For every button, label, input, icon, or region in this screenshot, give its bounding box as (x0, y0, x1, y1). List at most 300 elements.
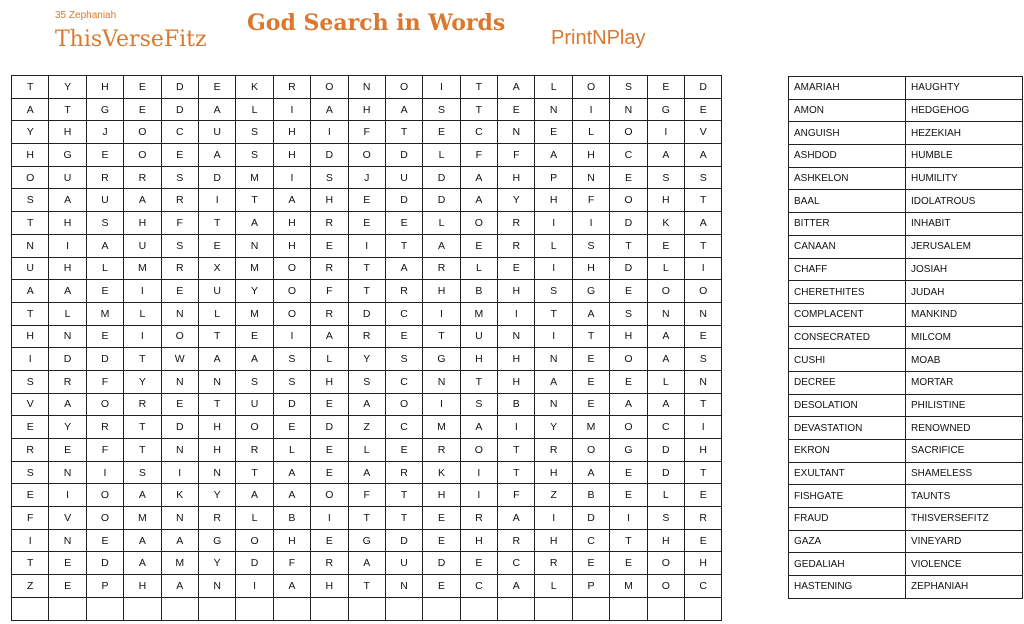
grid-cell[interactable]: E (572, 370, 609, 393)
grid-cell[interactable]: F (572, 189, 609, 212)
grid-cell[interactable]: M (124, 257, 161, 280)
grid-cell[interactable]: A (535, 144, 572, 167)
grid-cell[interactable]: D (685, 76, 722, 99)
grid-cell[interactable]: A (535, 370, 572, 393)
grid-cell[interactable] (460, 597, 497, 620)
grid-cell[interactable]: I (423, 393, 460, 416)
grid-cell[interactable]: D (161, 76, 198, 99)
grid-cell[interactable]: I (273, 98, 310, 121)
grid-cell[interactable]: E (535, 121, 572, 144)
grid-cell[interactable]: A (572, 302, 609, 325)
grid-cell[interactable]: F (161, 212, 198, 235)
grid-cell[interactable]: O (460, 439, 497, 462)
grid-cell[interactable]: E (86, 325, 123, 348)
grid-cell[interactable]: S (647, 166, 684, 189)
grid-cell[interactable]: L (124, 302, 161, 325)
grid-cell[interactable]: T (198, 212, 235, 235)
grid-cell[interactable]: L (572, 121, 609, 144)
grid-cell[interactable]: A (236, 348, 273, 371)
grid-cell[interactable]: L (535, 76, 572, 99)
grid-cell[interactable]: T (460, 98, 497, 121)
grid-cell[interactable]: F (86, 439, 123, 462)
grid-cell[interactable]: T (12, 212, 49, 235)
grid-cell[interactable]: A (498, 575, 535, 598)
grid-cell[interactable]: Y (12, 121, 49, 144)
grid-cell[interactable]: T (685, 189, 722, 212)
grid-cell[interactable]: U (124, 234, 161, 257)
grid-cell[interactable] (385, 597, 422, 620)
grid-cell[interactable]: E (610, 461, 647, 484)
grid-cell[interactable]: H (498, 166, 535, 189)
grid-cell[interactable]: T (198, 325, 235, 348)
grid-cell[interactable]: T (498, 439, 535, 462)
grid-cell[interactable]: D (610, 212, 647, 235)
grid-cell[interactable]: E (348, 189, 385, 212)
grid-cell[interactable]: T (385, 484, 422, 507)
grid-cell[interactable]: S (12, 461, 49, 484)
grid-cell[interactable]: B (572, 484, 609, 507)
grid-cell[interactable]: U (86, 189, 123, 212)
grid-cell[interactable]: C (161, 121, 198, 144)
grid-cell[interactable]: E (161, 280, 198, 303)
grid-cell[interactable]: R (273, 76, 310, 99)
grid-cell[interactable]: D (385, 144, 422, 167)
grid-cell[interactable]: I (423, 76, 460, 99)
grid-cell[interactable]: O (236, 529, 273, 552)
grid-cell[interactable]: T (236, 461, 273, 484)
grid-cell[interactable]: R (311, 257, 348, 280)
grid-cell[interactable]: M (86, 302, 123, 325)
grid-cell[interactable]: F (311, 280, 348, 303)
grid-cell[interactable]: N (685, 302, 722, 325)
grid-cell[interactable]: A (124, 189, 161, 212)
grid-cell[interactable]: T (423, 325, 460, 348)
grid-cell[interactable]: T (348, 507, 385, 530)
grid-cell[interactable]: L (86, 257, 123, 280)
grid-cell[interactable]: H (49, 121, 86, 144)
grid-cell[interactable]: R (161, 257, 198, 280)
grid-cell[interactable]: E (423, 121, 460, 144)
grid-cell[interactable]: S (647, 507, 684, 530)
grid-cell[interactable]: N (535, 98, 572, 121)
grid-cell[interactable]: E (610, 484, 647, 507)
grid-cell[interactable] (647, 597, 684, 620)
grid-cell[interactable]: A (161, 575, 198, 598)
grid-cell[interactable]: S (236, 121, 273, 144)
grid-cell[interactable]: D (572, 507, 609, 530)
grid-cell[interactable]: G (86, 98, 123, 121)
grid-cell[interactable]: D (86, 348, 123, 371)
grid-cell[interactable]: T (685, 234, 722, 257)
grid-cell[interactable]: H (685, 552, 722, 575)
grid-cell[interactable]: T (610, 529, 647, 552)
grid-cell[interactable]: E (124, 98, 161, 121)
grid-cell[interactable]: I (498, 416, 535, 439)
grid-cell[interactable]: T (460, 370, 497, 393)
grid-cell[interactable]: D (311, 416, 348, 439)
grid-cell[interactable]: E (86, 529, 123, 552)
grid-cell[interactable]: A (273, 484, 310, 507)
grid-cell[interactable]: L (647, 484, 684, 507)
grid-cell[interactable]: I (86, 461, 123, 484)
grid-cell[interactable]: L (49, 302, 86, 325)
grid-cell[interactable]: E (423, 507, 460, 530)
grid-cell[interactable]: I (423, 302, 460, 325)
grid-cell[interactable]: O (647, 552, 684, 575)
grid-cell[interactable]: I (460, 461, 497, 484)
grid-cell[interactable]: L (460, 257, 497, 280)
grid-cell[interactable]: O (12, 166, 49, 189)
grid-cell[interactable]: T (12, 302, 49, 325)
grid-cell[interactable]: B (273, 507, 310, 530)
grid-cell[interactable]: L (348, 439, 385, 462)
grid-cell[interactable] (572, 597, 609, 620)
grid-cell[interactable]: T (385, 121, 422, 144)
grid-cell[interactable]: D (348, 302, 385, 325)
grid-cell[interactable]: U (49, 166, 86, 189)
grid-cell[interactable]: E (610, 552, 647, 575)
grid-cell[interactable]: T (385, 234, 422, 257)
grid-cell[interactable]: I (12, 348, 49, 371)
grid-cell[interactable]: O (572, 439, 609, 462)
grid-cell[interactable]: U (198, 121, 235, 144)
grid-cell[interactable]: E (498, 98, 535, 121)
grid-cell[interactable]: A (348, 461, 385, 484)
grid-cell[interactable]: A (460, 416, 497, 439)
grid-cell[interactable]: L (647, 257, 684, 280)
grid-cell[interactable]: R (161, 189, 198, 212)
grid-cell[interactable]: T (685, 461, 722, 484)
grid-cell[interactable]: T (348, 575, 385, 598)
grid-cell[interactable]: R (685, 507, 722, 530)
grid-cell[interactable]: C (385, 302, 422, 325)
grid-cell[interactable]: S (12, 189, 49, 212)
grid-cell[interactable]: H (460, 348, 497, 371)
grid-cell[interactable]: E (385, 212, 422, 235)
grid-cell[interactable]: Z (535, 484, 572, 507)
grid-cell[interactable]: N (198, 370, 235, 393)
grid-cell[interactable]: H (273, 529, 310, 552)
grid-cell[interactable]: O (647, 280, 684, 303)
grid-cell[interactable]: E (498, 257, 535, 280)
grid-cell[interactable]: A (498, 76, 535, 99)
grid-cell[interactable]: E (161, 144, 198, 167)
grid-cell[interactable]: D (311, 144, 348, 167)
grid-cell[interactable]: N (535, 348, 572, 371)
grid-cell[interactable]: E (12, 484, 49, 507)
grid-cell[interactable]: Y (535, 416, 572, 439)
grid-cell[interactable]: V (12, 393, 49, 416)
grid-cell[interactable]: D (49, 348, 86, 371)
grid-cell[interactable]: A (124, 484, 161, 507)
grid-cell[interactable]: Y (49, 416, 86, 439)
grid-cell[interactable]: H (535, 189, 572, 212)
grid-cell[interactable]: E (572, 393, 609, 416)
grid-cell[interactable]: N (348, 76, 385, 99)
grid-cell[interactable]: H (572, 257, 609, 280)
grid-cell[interactable]: V (685, 121, 722, 144)
grid-cell[interactable]: S (348, 370, 385, 393)
grid-cell[interactable]: T (198, 393, 235, 416)
grid-cell[interactable]: Y (348, 348, 385, 371)
grid-cell[interactable]: E (460, 552, 497, 575)
grid-cell[interactable]: R (86, 166, 123, 189)
grid-cell[interactable]: S (685, 166, 722, 189)
grid-cell[interactable]: O (385, 393, 422, 416)
grid-cell[interactable]: G (647, 98, 684, 121)
grid-cell[interactable]: U (385, 166, 422, 189)
grid-cell[interactable]: L (236, 98, 273, 121)
grid-cell[interactable] (610, 597, 647, 620)
grid-cell[interactable]: E (385, 439, 422, 462)
grid-cell[interactable] (311, 597, 348, 620)
grid-cell[interactable]: G (572, 280, 609, 303)
grid-cell[interactable]: N (161, 370, 198, 393)
grid-cell[interactable]: I (647, 121, 684, 144)
grid-cell[interactable]: E (460, 234, 497, 257)
grid-cell[interactable]: H (311, 189, 348, 212)
grid-cell[interactable]: O (86, 507, 123, 530)
grid-cell[interactable]: U (12, 257, 49, 280)
grid-cell[interactable]: E (311, 234, 348, 257)
grid-cell[interactable]: M (236, 302, 273, 325)
grid-cell[interactable]: E (685, 98, 722, 121)
grid-cell[interactable]: A (685, 212, 722, 235)
grid-cell[interactable]: R (498, 529, 535, 552)
grid-cell[interactable]: H (498, 280, 535, 303)
grid-cell[interactable]: E (423, 575, 460, 598)
grid-cell[interactable]: R (535, 552, 572, 575)
grid-cell[interactable]: K (236, 76, 273, 99)
grid-cell[interactable]: I (311, 121, 348, 144)
grid-cell[interactable]: F (498, 144, 535, 167)
grid-cell[interactable]: N (12, 234, 49, 257)
grid-cell[interactable]: A (311, 98, 348, 121)
grid-cell[interactable]: E (685, 325, 722, 348)
grid-cell[interactable]: D (198, 166, 235, 189)
grid-cell[interactable]: I (49, 484, 86, 507)
grid-cell[interactable]: H (572, 144, 609, 167)
grid-cell[interactable] (535, 597, 572, 620)
grid-cell[interactable]: L (423, 212, 460, 235)
grid-cell[interactable]: D (385, 189, 422, 212)
grid-cell[interactable]: E (236, 325, 273, 348)
grid-cell[interactable]: A (311, 325, 348, 348)
grid-cell[interactable]: R (498, 212, 535, 235)
grid-cell[interactable]: E (12, 416, 49, 439)
grid-cell[interactable]: O (385, 76, 422, 99)
grid-cell[interactable]: S (460, 393, 497, 416)
grid-cell[interactable]: R (385, 280, 422, 303)
grid-cell[interactable]: C (460, 121, 497, 144)
grid-cell[interactable]: K (647, 212, 684, 235)
grid-cell[interactable]: E (423, 529, 460, 552)
grid-cell[interactable]: O (610, 121, 647, 144)
grid-cell[interactable]: A (124, 529, 161, 552)
grid-cell[interactable]: F (498, 484, 535, 507)
grid-cell[interactable]: D (236, 552, 273, 575)
grid-cell[interactable]: I (572, 98, 609, 121)
grid-cell[interactable]: I (535, 507, 572, 530)
grid-cell[interactable]: T (460, 76, 497, 99)
grid-cell[interactable]: N (198, 575, 235, 598)
grid-cell[interactable]: O (236, 416, 273, 439)
grid-cell[interactable]: I (572, 212, 609, 235)
grid-cell[interactable]: C (498, 552, 535, 575)
grid-cell[interactable]: S (610, 76, 647, 99)
grid-cell[interactable]: T (124, 348, 161, 371)
grid-cell[interactable]: A (385, 257, 422, 280)
grid-cell[interactable]: D (273, 393, 310, 416)
grid-cell[interactable]: F (12, 507, 49, 530)
grid-cell[interactable]: A (49, 280, 86, 303)
grid-cell[interactable]: H (535, 529, 572, 552)
grid-cell[interactable]: H (535, 461, 572, 484)
grid-cell[interactable]: O (86, 484, 123, 507)
grid-cell[interactable]: S (311, 166, 348, 189)
grid-cell[interactable]: N (49, 529, 86, 552)
grid-cell[interactable]: A (460, 166, 497, 189)
grid-cell[interactable]: E (161, 393, 198, 416)
grid-cell[interactable]: E (572, 348, 609, 371)
grid-cell[interactable]: A (610, 393, 647, 416)
grid-cell[interactable]: E (685, 484, 722, 507)
grid-cell[interactable]: A (49, 393, 86, 416)
grid-cell[interactable]: N (161, 302, 198, 325)
grid-cell[interactable]: G (348, 529, 385, 552)
grid-cell[interactable]: E (647, 76, 684, 99)
grid-cell[interactable]: H (124, 575, 161, 598)
grid-cell[interactable]: R (86, 416, 123, 439)
grid-cell[interactable]: N (572, 166, 609, 189)
grid-cell[interactable]: D (423, 166, 460, 189)
grid-cell[interactable]: D (161, 98, 198, 121)
grid-cell[interactable]: L (311, 348, 348, 371)
grid-cell[interactable]: O (348, 144, 385, 167)
grid-cell[interactable]: C (460, 575, 497, 598)
grid-cell[interactable]: N (161, 507, 198, 530)
grid-cell[interactable]: A (647, 393, 684, 416)
grid-cell[interactable]: T (385, 507, 422, 530)
grid-cell[interactable]: E (610, 166, 647, 189)
grid-cell[interactable]: E (49, 552, 86, 575)
grid-cell[interactable]: N (610, 98, 647, 121)
grid-cell[interactable]: E (311, 393, 348, 416)
grid-cell[interactable] (12, 597, 49, 620)
grid-cell[interactable]: P (86, 575, 123, 598)
grid-cell[interactable]: O (273, 302, 310, 325)
grid-cell[interactable]: S (610, 302, 647, 325)
grid-cell[interactable]: E (610, 280, 647, 303)
grid-cell[interactable]: S (236, 370, 273, 393)
grid-cell[interactable]: T (348, 280, 385, 303)
grid-cell[interactable]: X (198, 257, 235, 280)
grid-cell[interactable]: O (273, 280, 310, 303)
grid-cell[interactable]: C (385, 370, 422, 393)
grid-cell[interactable]: H (647, 529, 684, 552)
grid-cell[interactable]: O (572, 76, 609, 99)
grid-cell[interactable]: R (348, 325, 385, 348)
grid-cell[interactable]: I (273, 325, 310, 348)
grid-cell[interactable]: L (535, 234, 572, 257)
grid-cell[interactable]: N (535, 393, 572, 416)
grid-cell[interactable]: L (423, 144, 460, 167)
grid-cell[interactable]: E (348, 212, 385, 235)
grid-cell[interactable]: R (498, 234, 535, 257)
grid-cell[interactable]: N (498, 325, 535, 348)
grid-cell[interactable]: H (12, 325, 49, 348)
grid-cell[interactable]: O (647, 575, 684, 598)
grid-cell[interactable]: O (460, 212, 497, 235)
grid-cell[interactable]: I (610, 507, 647, 530)
grid-cell[interactable]: H (273, 234, 310, 257)
grid-cell[interactable]: O (273, 257, 310, 280)
grid-cell[interactable]: R (423, 439, 460, 462)
grid-cell[interactable]: A (12, 98, 49, 121)
grid-cell[interactable]: Y (498, 189, 535, 212)
grid-cell[interactable]: S (12, 370, 49, 393)
grid-cell[interactable]: E (311, 529, 348, 552)
grid-cell[interactable]: I (460, 484, 497, 507)
grid-cell[interactable]: I (311, 507, 348, 530)
grid-cell[interactable]: A (236, 484, 273, 507)
grid-cell[interactable] (348, 597, 385, 620)
grid-cell[interactable]: U (236, 393, 273, 416)
grid-cell[interactable]: A (647, 348, 684, 371)
grid-cell[interactable]: K (423, 461, 460, 484)
grid-cell[interactable]: J (348, 166, 385, 189)
grid-cell[interactable]: E (86, 280, 123, 303)
grid-cell[interactable]: E (311, 439, 348, 462)
grid-cell[interactable]: W (161, 348, 198, 371)
grid-cell[interactable]: Y (236, 280, 273, 303)
grid-cell[interactable]: U (198, 280, 235, 303)
grid-cell[interactable]: A (460, 189, 497, 212)
grid-cell[interactable]: A (12, 280, 49, 303)
grid-cell[interactable]: M (460, 302, 497, 325)
grid-cell[interactable]: A (86, 234, 123, 257)
grid-cell[interactable]: H (198, 416, 235, 439)
grid-cell[interactable]: R (12, 439, 49, 462)
grid-cell[interactable]: R (460, 507, 497, 530)
grid-cell[interactable]: O (161, 325, 198, 348)
grid-cell[interactable]: E (610, 370, 647, 393)
grid-cell[interactable] (124, 597, 161, 620)
grid-cell[interactable]: S (535, 280, 572, 303)
grid-cell[interactable]: A (236, 212, 273, 235)
grid-cell[interactable]: A (198, 98, 235, 121)
grid-cell[interactable]: O (124, 144, 161, 167)
grid-cell[interactable]: H (273, 212, 310, 235)
grid-cell[interactable]: I (273, 166, 310, 189)
grid-cell[interactable]: C (572, 529, 609, 552)
grid-cell[interactable]: H (311, 575, 348, 598)
grid-cell[interactable]: A (161, 529, 198, 552)
grid-cell[interactable]: D (647, 439, 684, 462)
grid-cell[interactable]: M (610, 575, 647, 598)
grid-cell[interactable]: I (124, 280, 161, 303)
grid-cell[interactable]: E (385, 325, 422, 348)
grid-cell[interactable]: R (385, 461, 422, 484)
grid-cell[interactable]: E (86, 144, 123, 167)
grid-cell[interactable]: C (385, 416, 422, 439)
grid-cell[interactable]: T (572, 325, 609, 348)
grid-cell[interactable]: H (311, 370, 348, 393)
grid-cell[interactable]: H (460, 529, 497, 552)
grid-cell[interactable]: S (273, 348, 310, 371)
grid-cell[interactable]: Y (198, 552, 235, 575)
grid-cell[interactable]: F (460, 144, 497, 167)
